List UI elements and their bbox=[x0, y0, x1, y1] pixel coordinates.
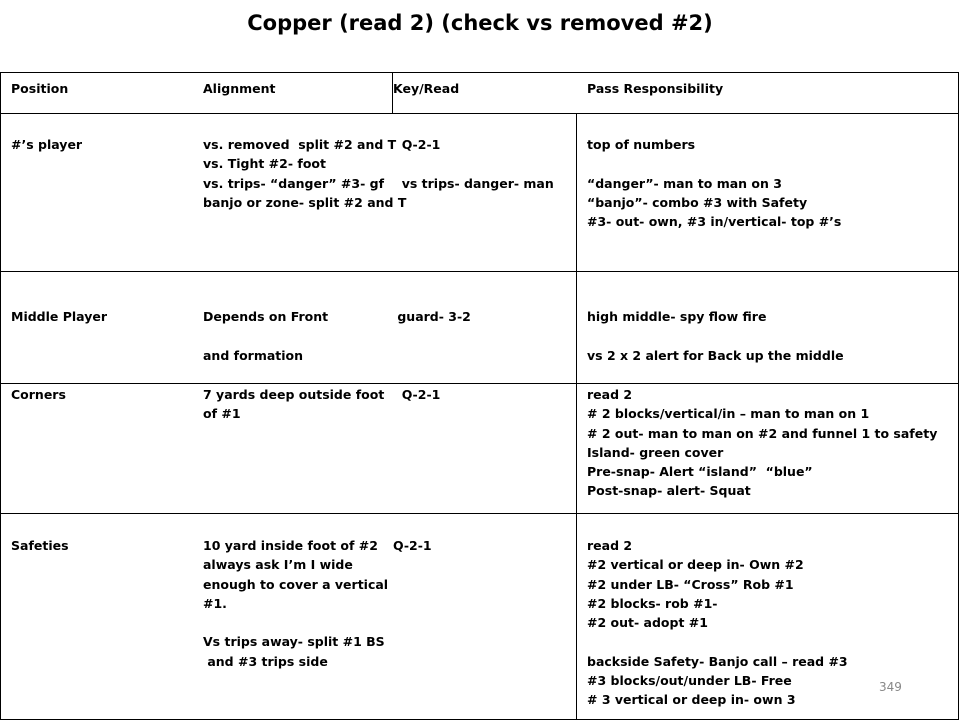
cell-position: #’s player bbox=[11, 137, 83, 152]
header-row bbox=[1, 73, 958, 114]
cell-position: Safeties bbox=[11, 538, 69, 553]
page-number: 349 bbox=[879, 680, 902, 694]
header-pass-responsibility: Pass Responsibility bbox=[587, 81, 724, 96]
cell-key-read: guard- 3-2 bbox=[393, 309, 471, 324]
page-title: Copper (read 2) (check vs removed #2) bbox=[247, 11, 713, 35]
cell-position: Corners bbox=[11, 387, 66, 402]
table-row-corners bbox=[1, 383, 958, 514]
cell-key-read: Q-2-1 bbox=[393, 387, 441, 402]
cell-alignment: 10 yard inside foot of #2 always ask I’m I wide enough to cover a vertical #1. Vs trips away- split #1 BS and #3 trips side bbox=[203, 538, 389, 669]
cell-alignment: vs. removed split #2 and T vs. Tight #2- foot vs. trips- “danger” #3- gf banjo or zone- split #2 and T bbox=[203, 137, 407, 210]
cell-pass-responsibility: high middle- spy flow fire vs 2 x 2 alert for Back up the middle bbox=[587, 309, 844, 363]
header-alignment: Alignment bbox=[203, 81, 276, 96]
cell-key-read: Q-2-1 bbox=[393, 538, 432, 553]
header-key-read: Key/Read bbox=[393, 81, 460, 96]
cell-position: Middle Player bbox=[11, 309, 108, 324]
cell-alignment: 7 yards deep outside foot of #1 bbox=[203, 387, 385, 422]
cell-pass-responsibility: top of numbers “danger”- man to man on 3 “banjo”- combo #3 with Safety #3- out- own, #3 in/vertical- top #’s bbox=[587, 137, 842, 230]
header-position: Position bbox=[11, 81, 69, 96]
cell-pass-responsibility: read 2 #2 vertical or deep in- Own #2 #2 under LB- “Cross” Rob #1 #2 blocks- rob #1- #2 out- adopt #1 backside Safety- Banjo call – read #3 #3 blocks/out/under LB- Free # 3 vertical or deep in- own 3 bbox=[587, 538, 848, 708]
table-row-middle-player bbox=[1, 271, 958, 384]
cell-alignment: Depends on Front and formation bbox=[203, 309, 329, 363]
coverage-table bbox=[0, 72, 959, 720]
table-row-numbers-player bbox=[1, 113, 958, 272]
table-row-safeties bbox=[1, 513, 958, 720]
cell-key-read: Q-2-1 vs trips- danger- man bbox=[401, 137, 554, 191]
cell-pass-responsibility: read 2 # 2 blocks/vertical/in – man to man on 1 # 2 out- man to man on #2 and funnel 1 to safety Island- green cover Pre-snap- Alert “island” “blue” Post-snap- alert- Squat bbox=[587, 387, 938, 499]
